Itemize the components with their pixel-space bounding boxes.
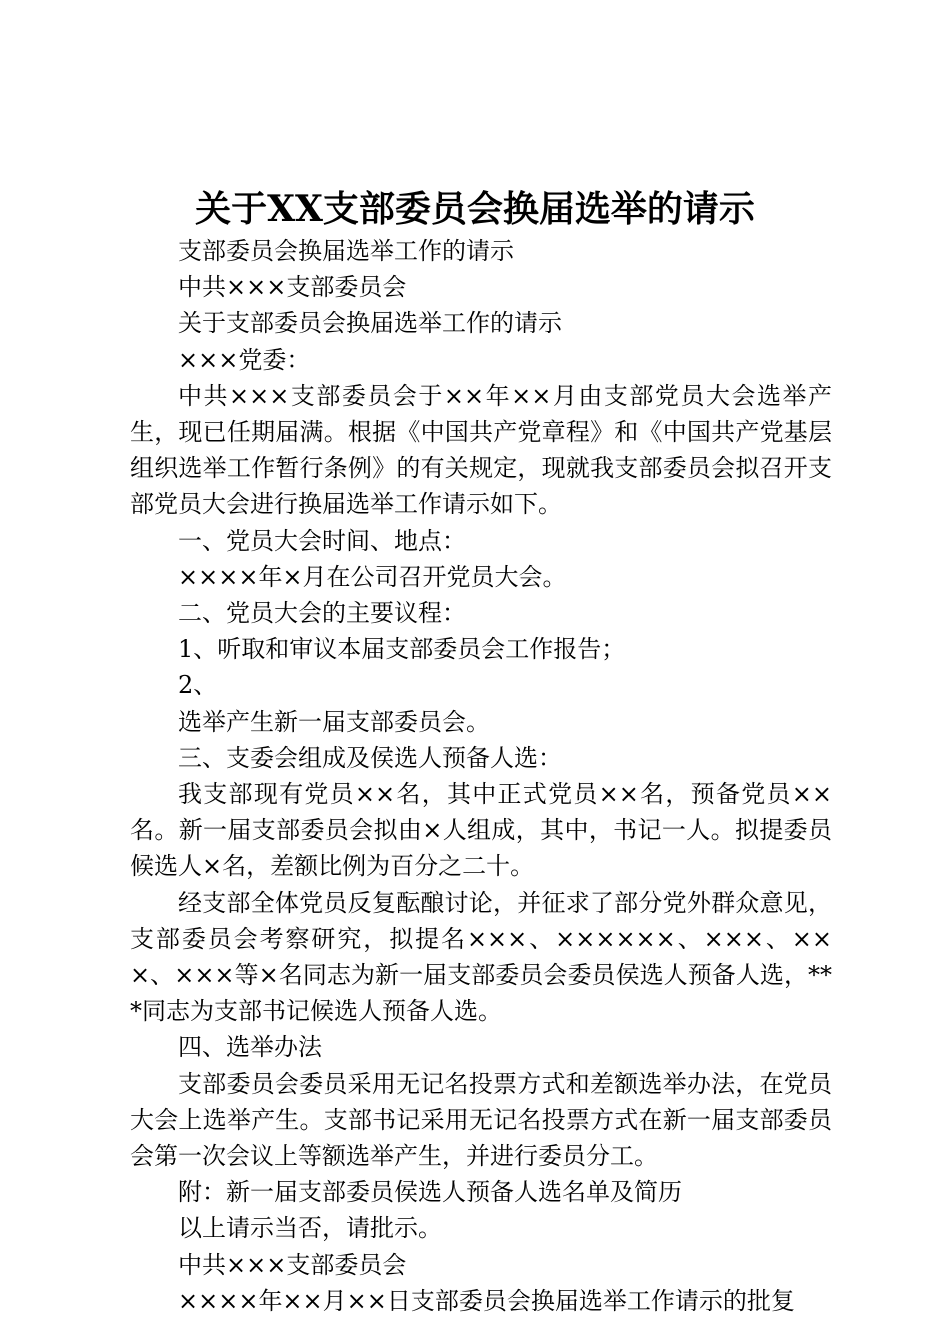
paragraph: 关于支部委员会换届选举工作的请示 xyxy=(178,309,562,338)
paragraph: 1、听取和审议本届支部委员会工作报告； xyxy=(178,635,626,664)
paragraph: 中共×××支部委员会于××年××月由支部党员大会选举产生，现已任期届满。根据《中国共产党章程》和《中国共产党基层组织选举工作暂行条例》的有关规定，现就我支部委员会拟召开支部党员大会进行换届选举工作请示如下。 xyxy=(130,381,832,519)
paragraph: 一、党员大会时间、地点： xyxy=(178,526,466,555)
paragraph: 支部委员会委员采用无记名投票方式和差额选举办法，在党员大会上选举产生。支部书记采用无记名投票方式在新一届支部委员会第一次会议上等额选举产生，并进行委员分工。 xyxy=(130,1069,832,1171)
paragraph: 2、 xyxy=(178,671,218,700)
paragraph: 二、党员大会的主要议程： xyxy=(178,599,466,628)
paragraph: 附：新一届支部委员侯选人预备人选名单及简历 xyxy=(178,1178,682,1207)
paragraph: 我支部现有党员××名，其中正式党员××名，预备党员××名。新一届支部委员会拟由×人组成，其中，书记一人。拟提委员候选人×名，差额比例为百分之二十。 xyxy=(130,780,832,881)
paragraph: 以上请示当否，请批示。 xyxy=(178,1214,442,1243)
paragraph: 中共×××支部委员会 xyxy=(178,273,407,302)
paragraph: ××××年×月在公司召开党员大会。 xyxy=(178,562,567,591)
paragraph: ××××年××月××日支部委员会换届选举工作请示的批复 xyxy=(178,1286,795,1315)
document-title: 关于XX支部委员会换届选举的请示 xyxy=(195,188,755,230)
paragraph: 经支部全体党员反复酝酿讨论，并征求了部分党外群众意见，支部委员会考察研究，拟提名×××、××××××、×××、×××、×××等×名同志为新一届支部委员会委员侯选人预备人选，***同志为支部书记候选人预备人选。 xyxy=(130,888,832,1026)
paragraph: ×××党委： xyxy=(178,345,311,374)
paragraph: 四、选举办法 xyxy=(178,1033,322,1062)
paragraph: 支部委员会换届选举工作的请示 xyxy=(178,237,514,265)
paragraph: 选举产生新一届支部委员会。 xyxy=(178,707,490,736)
document-body xyxy=(130,233,832,1319)
paragraph: 中共×××支部委员会 xyxy=(178,1250,407,1279)
paragraph: 三、支委会组成及侯选人预备人选： xyxy=(178,743,562,772)
